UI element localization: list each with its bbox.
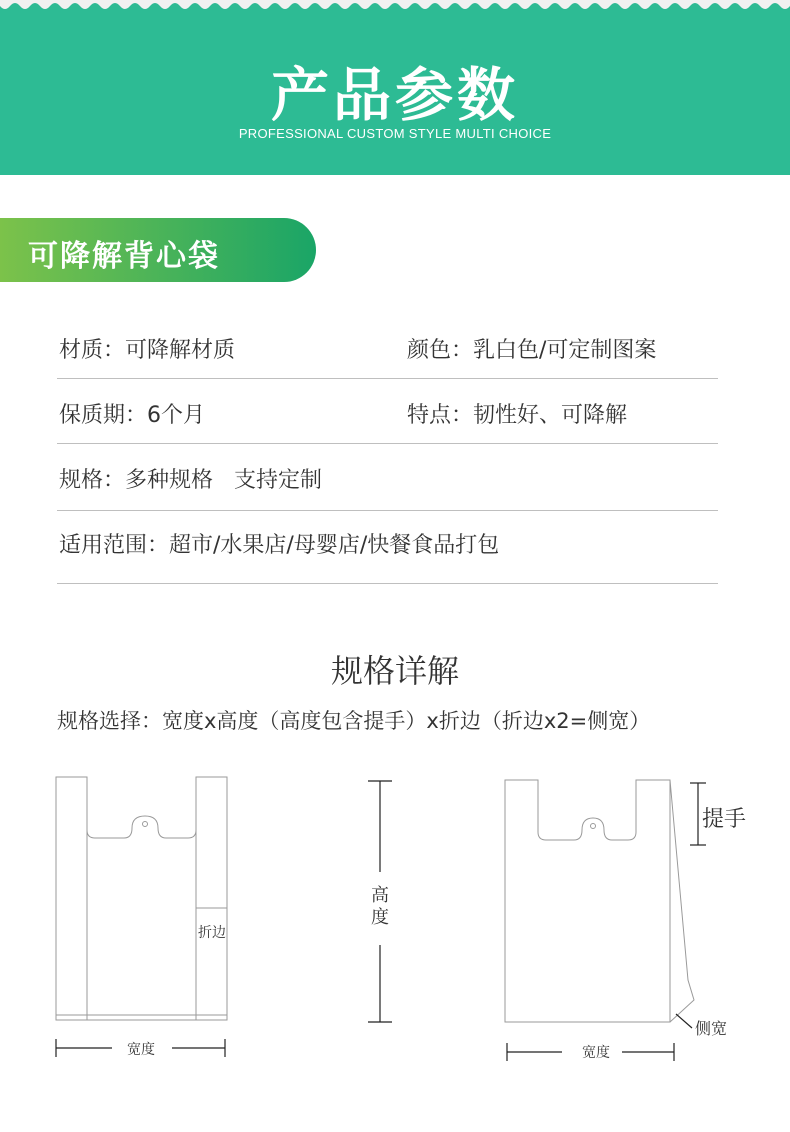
spec-row — [57, 510, 718, 584]
spec-row — [57, 313, 718, 379]
width-label-right: 宽度 — [582, 1045, 610, 1061]
fold-label: 折边 — [198, 925, 226, 941]
bag-size-diagram — [0, 760, 790, 1080]
wave-border-decoration — [0, 0, 790, 14]
product-name: 可降解背心袋 — [28, 239, 220, 274]
header-banner — [0, 0, 790, 175]
spec-features: 特点：韧性好、可降解 — [407, 403, 628, 428]
spec-usage: 适用范围：超市/水果店/母婴店/快餐食品打包 — [59, 533, 500, 558]
flat-bag-outline — [56, 777, 227, 1020]
spec-shelf-life: 保质期：6个月 — [59, 403, 205, 428]
spec-material: 材质：可降解材质 — [59, 338, 236, 363]
width-label-left: 宽度 — [127, 1042, 155, 1058]
side-width-pointer — [676, 1014, 692, 1028]
spec-row — [57, 443, 718, 511]
page-title: 产品参数 — [270, 61, 519, 129]
height-label: 高度 — [371, 885, 389, 928]
product-name-tag — [0, 218, 316, 282]
handle-label: 提手 — [702, 807, 747, 832]
page-subtitle: PROFESSIONAL CUSTOM STYLE MULTI CHOICE — [238, 126, 552, 141]
section-title: 规格详解 — [330, 652, 459, 690]
side-width-label: 侧宽 — [695, 1019, 728, 1038]
spec-color: 颜色：乳白色/可定制图案 — [407, 338, 657, 363]
open-bag-outline — [505, 780, 694, 1022]
spec-size: 规格：多种规格 支持定制 — [59, 468, 322, 493]
section-subtitle: 规格选择：宽度x高度（高度包含提手）x折边（折边x2=侧宽） — [57, 709, 651, 733]
spec-row — [57, 378, 718, 444]
